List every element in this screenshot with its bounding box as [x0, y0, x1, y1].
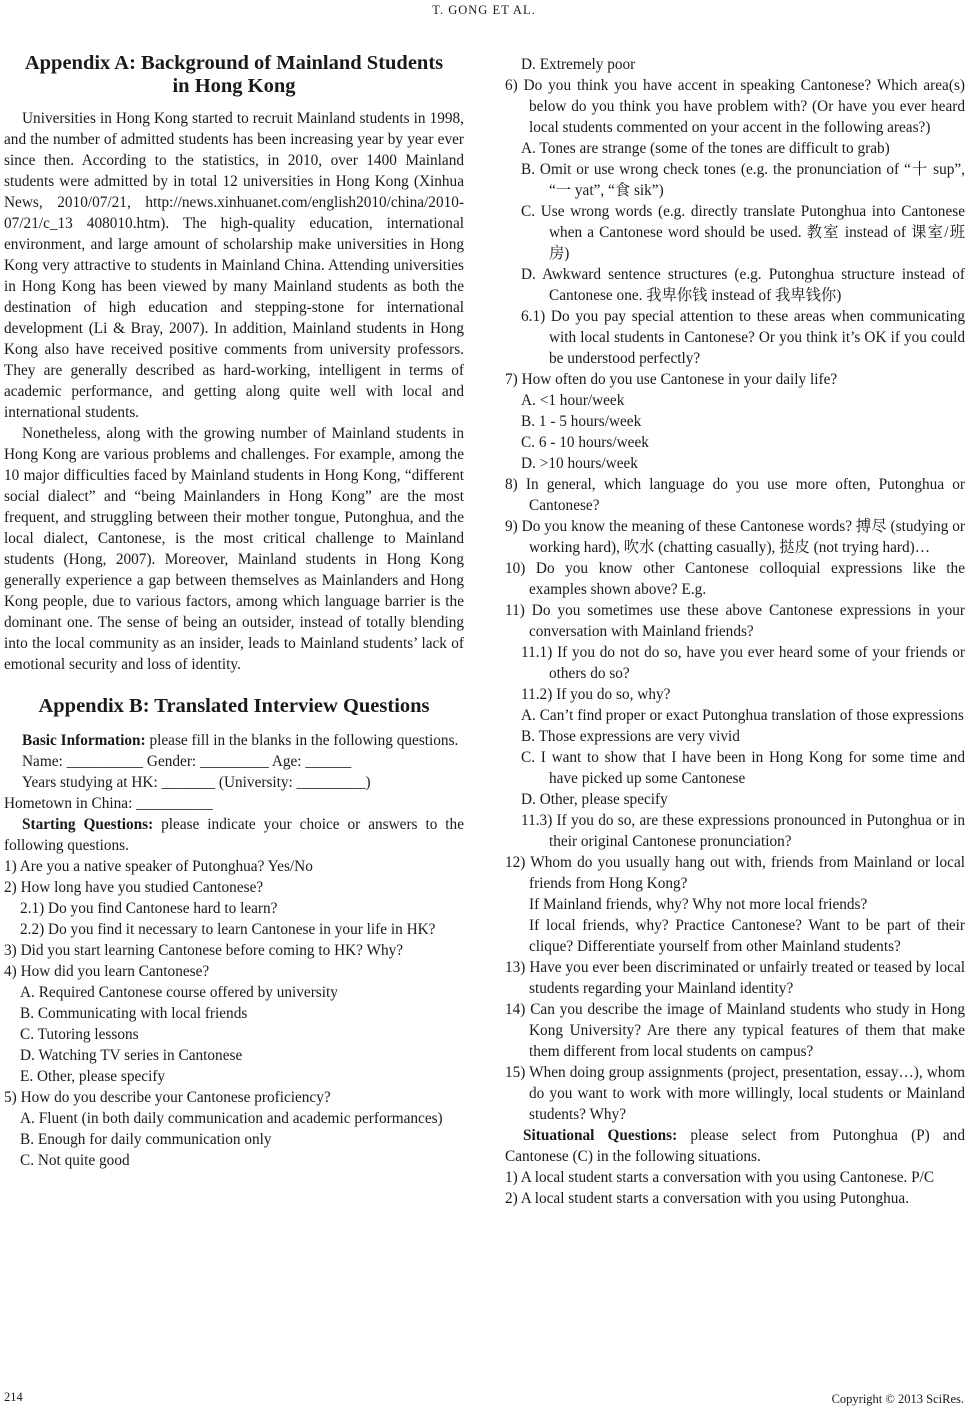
- right-column: [505, 54, 965, 1209]
- question-12: 12) Whom do you usually hang out with, friends from Mainland or local friends from Hong Kong?: [505, 854, 965, 892]
- name-gender-age-line: Name: __________ Gender: _________ Age: ______: [22, 753, 352, 770]
- question-6-option-a: A. Tones are strange (some of the tones are difficult to grab): [521, 140, 890, 157]
- question-11-option-b: B. Those expressions are very vivid: [521, 728, 740, 745]
- question-8: 8) In general, which language do you use more often, Putonghua or Cantonese?: [505, 476, 965, 514]
- appendix-b-title: Appendix B: Translated Interview Questions: [38, 695, 430, 717]
- question-11-3: 11.3) If you do so, are these expressions pronounced in Putonghua or in their original Cantonese pronunciation?: [521, 812, 965, 850]
- starting-questions-label: Starting Questions:: [22, 816, 154, 833]
- question-6: 6) Do you think you have accent in speaking Cantonese? Which area(s) below do you think you have problem with? (Or have you ever heard local students commented on your accent in the following areas?): [505, 77, 965, 136]
- question-11-option-d: D. Other, please specify: [521, 791, 668, 808]
- question-10: 10) Do you know other Cantonese colloquial expressions like the examples shown above? E.g.: [505, 560, 965, 598]
- situational-questions-text: please select from Putonghua (P) and Cantonese (C) in the following situations.: [505, 1127, 965, 1165]
- basic-information-text: please fill in the blanks in the following questions.: [145, 732, 459, 749]
- left-column: [4, 48, 464, 1171]
- situational-questions-label: Situational Questions:: [523, 1127, 678, 1144]
- appendix-a-title-line2: in Hong Kong: [172, 75, 296, 97]
- question-11-1: 11.1) If you do not do so, have you ever heard some of your friends or others do so?: [521, 644, 965, 682]
- question-6-option-d: D. Awkward sentence structures (e.g. Putonghua structure instead of Cantonese one. 我卑你钱 instead of 我卑钱你): [521, 266, 965, 304]
- question-2-2: 2.2) Do you find it necessary to learn Cantonese in your life in HK?: [20, 921, 436, 938]
- question-15: 15) When doing group assignments (project, presentation, essay…), whom do you want to work with more willingly, local students or Mainland students? Why?: [505, 1064, 965, 1123]
- appendix-a-title: [4, 52, 464, 98]
- question-6-1: 6.1) Do you pay special attention to these areas when communicating with local students in Cantonese? Or you think it’s OK if you could be understood perfectly?: [521, 308, 965, 367]
- question-14: 14) Can you describe the image of Mainland students who study in Hong Kong University? Are there any typical features of them that make them different from local students on campus?: [505, 1001, 965, 1060]
- appendix-a-paragraph-2: Nonetheless, along with the growing number of Mainland students in Hong Kong are various problems and challenges. For example, among the 10 major difficulties faced by Mainland students in Hong Kong, “different social dialect” and “being Mainlanders in Hong Kong” are the most frequent, and struggling between their mother tongue, Putonghua, and the local dialect, Cantonese, is the most critical challenge to Mainland students (Hong, 2007). Moreover, Mainland students in Hong Kong generally experience a gap between themselves as Mainlanders and Hong Kong people, due to various factors, among which language barrier is the dominant one. The sense of being an outsider, instead of totally blending into the local community as an insider, leads to Mainland students’ lack of emotional security and loss of identity.: [4, 425, 464, 673]
- situational-question-2: 2) A local student starts a conversation with you using Putonghua.: [505, 1190, 910, 1207]
- starting-questions: [4, 814, 464, 856]
- question-4: 4) How did you learn Cantonese?: [4, 963, 210, 980]
- question-12-local: If local friends, why? Practice Cantonese? Want to be part of their clique? Differentiate yourself from other Mainland students?: [529, 917, 965, 955]
- question-5: 5) How do you describe your Cantonese proficiency?: [4, 1089, 331, 1106]
- question-11: 11) Do you sometimes use these above Cantonese expressions in your conversation with Mainland friends?: [505, 602, 965, 640]
- page-number: 214: [4, 1390, 23, 1404]
- situational-question-1: 1) A local student starts a conversation with you using Cantonese. P/C: [505, 1169, 935, 1186]
- question-4-option-a: A. Required Cantonese course offered by university: [20, 984, 338, 1001]
- question-7-option-a: A. <1 hour/week: [521, 392, 625, 409]
- question-5-option-c: C. Not quite good: [20, 1152, 130, 1169]
- question-7-option-c: C. 6 - 10 hours/week: [521, 434, 649, 451]
- years-studying-line: Years studying at HK: _______ (University: _________): [22, 774, 371, 791]
- question-4-option-c: C. Tutoring lessons: [20, 1026, 139, 1043]
- hometown-line: Hometown in China: __________: [4, 795, 213, 812]
- question-2-1: 2.1) Do you find Cantonese hard to learn?: [20, 900, 278, 917]
- basic-information-label: Basic Information:: [22, 732, 146, 749]
- situational-questions: [505, 1125, 965, 1167]
- basic-information: [4, 730, 464, 751]
- question-11-option-c: C. I want to show that I have been in Hong Kong for some time and have picked up some Cantonese: [521, 749, 965, 787]
- question-4-option-e: E. Other, please specify: [20, 1068, 166, 1085]
- appendix-a-title-line1: Appendix A: Background of Mainland Students: [24, 52, 444, 74]
- question-11-2: 11.2) If you do so, why?: [521, 686, 671, 703]
- question-2: 2) How long have you studied Cantonese?: [4, 879, 264, 896]
- running-head: T. GONG ET AL.: [432, 3, 536, 17]
- question-9: 9) Do you know the meaning of these Cantonese words? 搏尽 (studying or working hard), 吹水 (chatting casually), 挞皮 (not trying hard)…: [505, 518, 965, 556]
- question-4-option-d: D. Watching TV series in Cantonese: [20, 1047, 243, 1064]
- appendix-a-paragraph-1: Universities in Hong Kong started to recruit Mainland students in 1998, and the number of admitted students has been increasing year by year ever since then. According to the statistics, in 2010, over 1400 Mainland students were admitted by in total 12 universities in Hong Kong (Xinhua News, 2010/07/21, http://news.xinhuanet.com/english2010/china/2010-07/21/c_13 408010.htm). The high-quality education, international environment, and large amount of scholarship make universities in Hong Kong very attractive to students in Mainland China. Attending universities in Hong Kong has been viewed by many Mainland students as both the destination of high education and stepping-stone for international development (Li & Bray, 2007). In addition, Mainland students in Hong Kong also have received positive comments from university professors. They are generally described as hard-working, intelligent in terms of academic performance, and getting along quite well with local and international students.: [4, 110, 464, 421]
- question-4-option-b: B. Communicating with local friends: [20, 1005, 248, 1022]
- question-3: 3) Did you start learning Cantonese before coming to HK? Why?: [4, 942, 404, 959]
- question-5-option-a: A. Fluent (in both daily communication and academic performances): [20, 1110, 443, 1127]
- question-11-option-a: A. Can’t find proper or exact Putonghua translation of those expressions: [521, 707, 964, 724]
- question-7: 7) How often do you use Cantonese in your daily life?: [505, 371, 838, 388]
- question-13: 13) Have you ever been discriminated or unfairly treated or teased by local students regarding your Mainland identity?: [505, 959, 965, 997]
- question-12-mainland: If Mainland friends, why? Why not more local friends?: [529, 896, 868, 913]
- question-7-option-d: D. >10 hours/week: [521, 455, 638, 472]
- question-7-option-b: B. 1 - 5 hours/week: [521, 413, 642, 430]
- question-5-option-d: D. Extremely poor: [521, 56, 636, 73]
- starting-questions-text: please indicate your choice or answers to the following questions.: [4, 816, 464, 854]
- question-6-option-b: B. Omit or use wrong check tones (e.g. the pronunciation of “十 sup”, “一 yat”, “食 sik”): [521, 161, 965, 199]
- question-6-option-c: C. Use wrong words (e.g. directly translate Putonghua into Cantonese when a Cantonese word should be used. 教室 instead of 课室/班房): [521, 203, 965, 262]
- question-1: 1) Are you a native speaker of Putonghua? Yes/No: [4, 858, 313, 875]
- question-5-option-b: B. Enough for daily communication only: [20, 1131, 272, 1148]
- copyright-notice: Copyright © 2013 SciRes.: [831, 1392, 964, 1406]
